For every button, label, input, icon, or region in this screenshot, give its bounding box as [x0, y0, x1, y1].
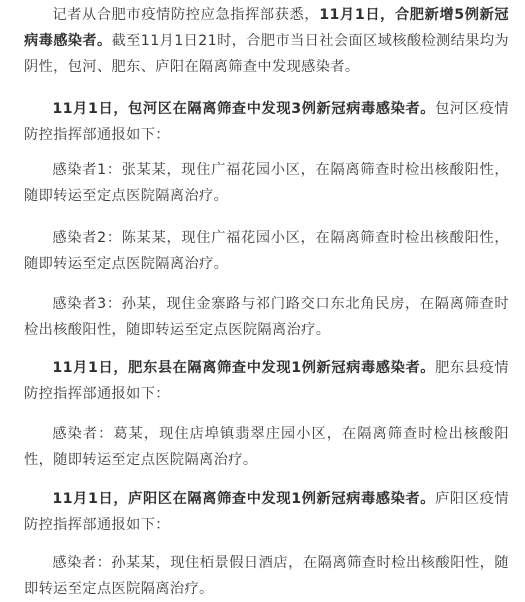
baohe-case-1: 感染者1：张某某，现住广福花园小区，在隔离筛查时检出核酸阳性，随即转运至定点医院隔离治疗。 [24, 162, 509, 204]
luyang-section-header [24, 486, 509, 538]
feidong-notice: 肥东县疫情防控指挥部通报如下： [24, 360, 509, 402]
baohe-notice: 包河区疫情防控指挥部通报如下： [24, 101, 509, 143]
intro-paragraph [24, 2, 509, 80]
intro-rest: 截至11月1日21时，合肥市当日社会面区域核酸检测结果均为阴性，包河、肥东、庐阳在隔离筛查中发现感染者。 [24, 33, 510, 75]
luyang-headline: 11月1日，庐阳区在隔离筛查中发现1例新冠病毒感染者。 [52, 491, 436, 507]
intro-highlight: 11月1日，合肥新增5例新冠病毒感染者。 [24, 7, 510, 49]
luyang-case-1: 感染者：孙某某，现住栢景假日酒店，在隔离筛查时检出核酸阳性，随即转运至定点医院隔离治疗。 [24, 555, 509, 597]
baohe-section-header [24, 96, 509, 148]
baohe-headline: 11月1日，包河区在隔离筛查中发现3例新冠病毒感染者。 [52, 101, 436, 117]
feidong-case-1: 感染者：葛某，现住店埠镇翡翠庄园小区，在隔离筛查时检出核酸阳性，随即转运至定点医院隔离治疗。 [24, 426, 509, 468]
feidong-headline: 11月1日，肥东县在隔离筛查中发现1例新冠病毒感染者。 [52, 360, 436, 376]
feidong-section-header [24, 355, 509, 407]
luyang-notice: 庐阳区疫情防控指挥部通报如下： [24, 491, 509, 533]
baohe-case-2: 感染者2：陈某某，现住广福花园小区，在隔离筛查时检出核酸阳性，随即转运至定点医院隔离治疗。 [24, 230, 509, 272]
intro-lead: 记者从合肥市疫情防控应急指挥部获悉， [52, 7, 320, 23]
baohe-case-3: 感染者3：孙某，现住金寨路与祁门路交口东北角民房，在隔离筛查时检出核酸阳性，随即转运至定点医院隔离治疗。 [24, 296, 509, 338]
